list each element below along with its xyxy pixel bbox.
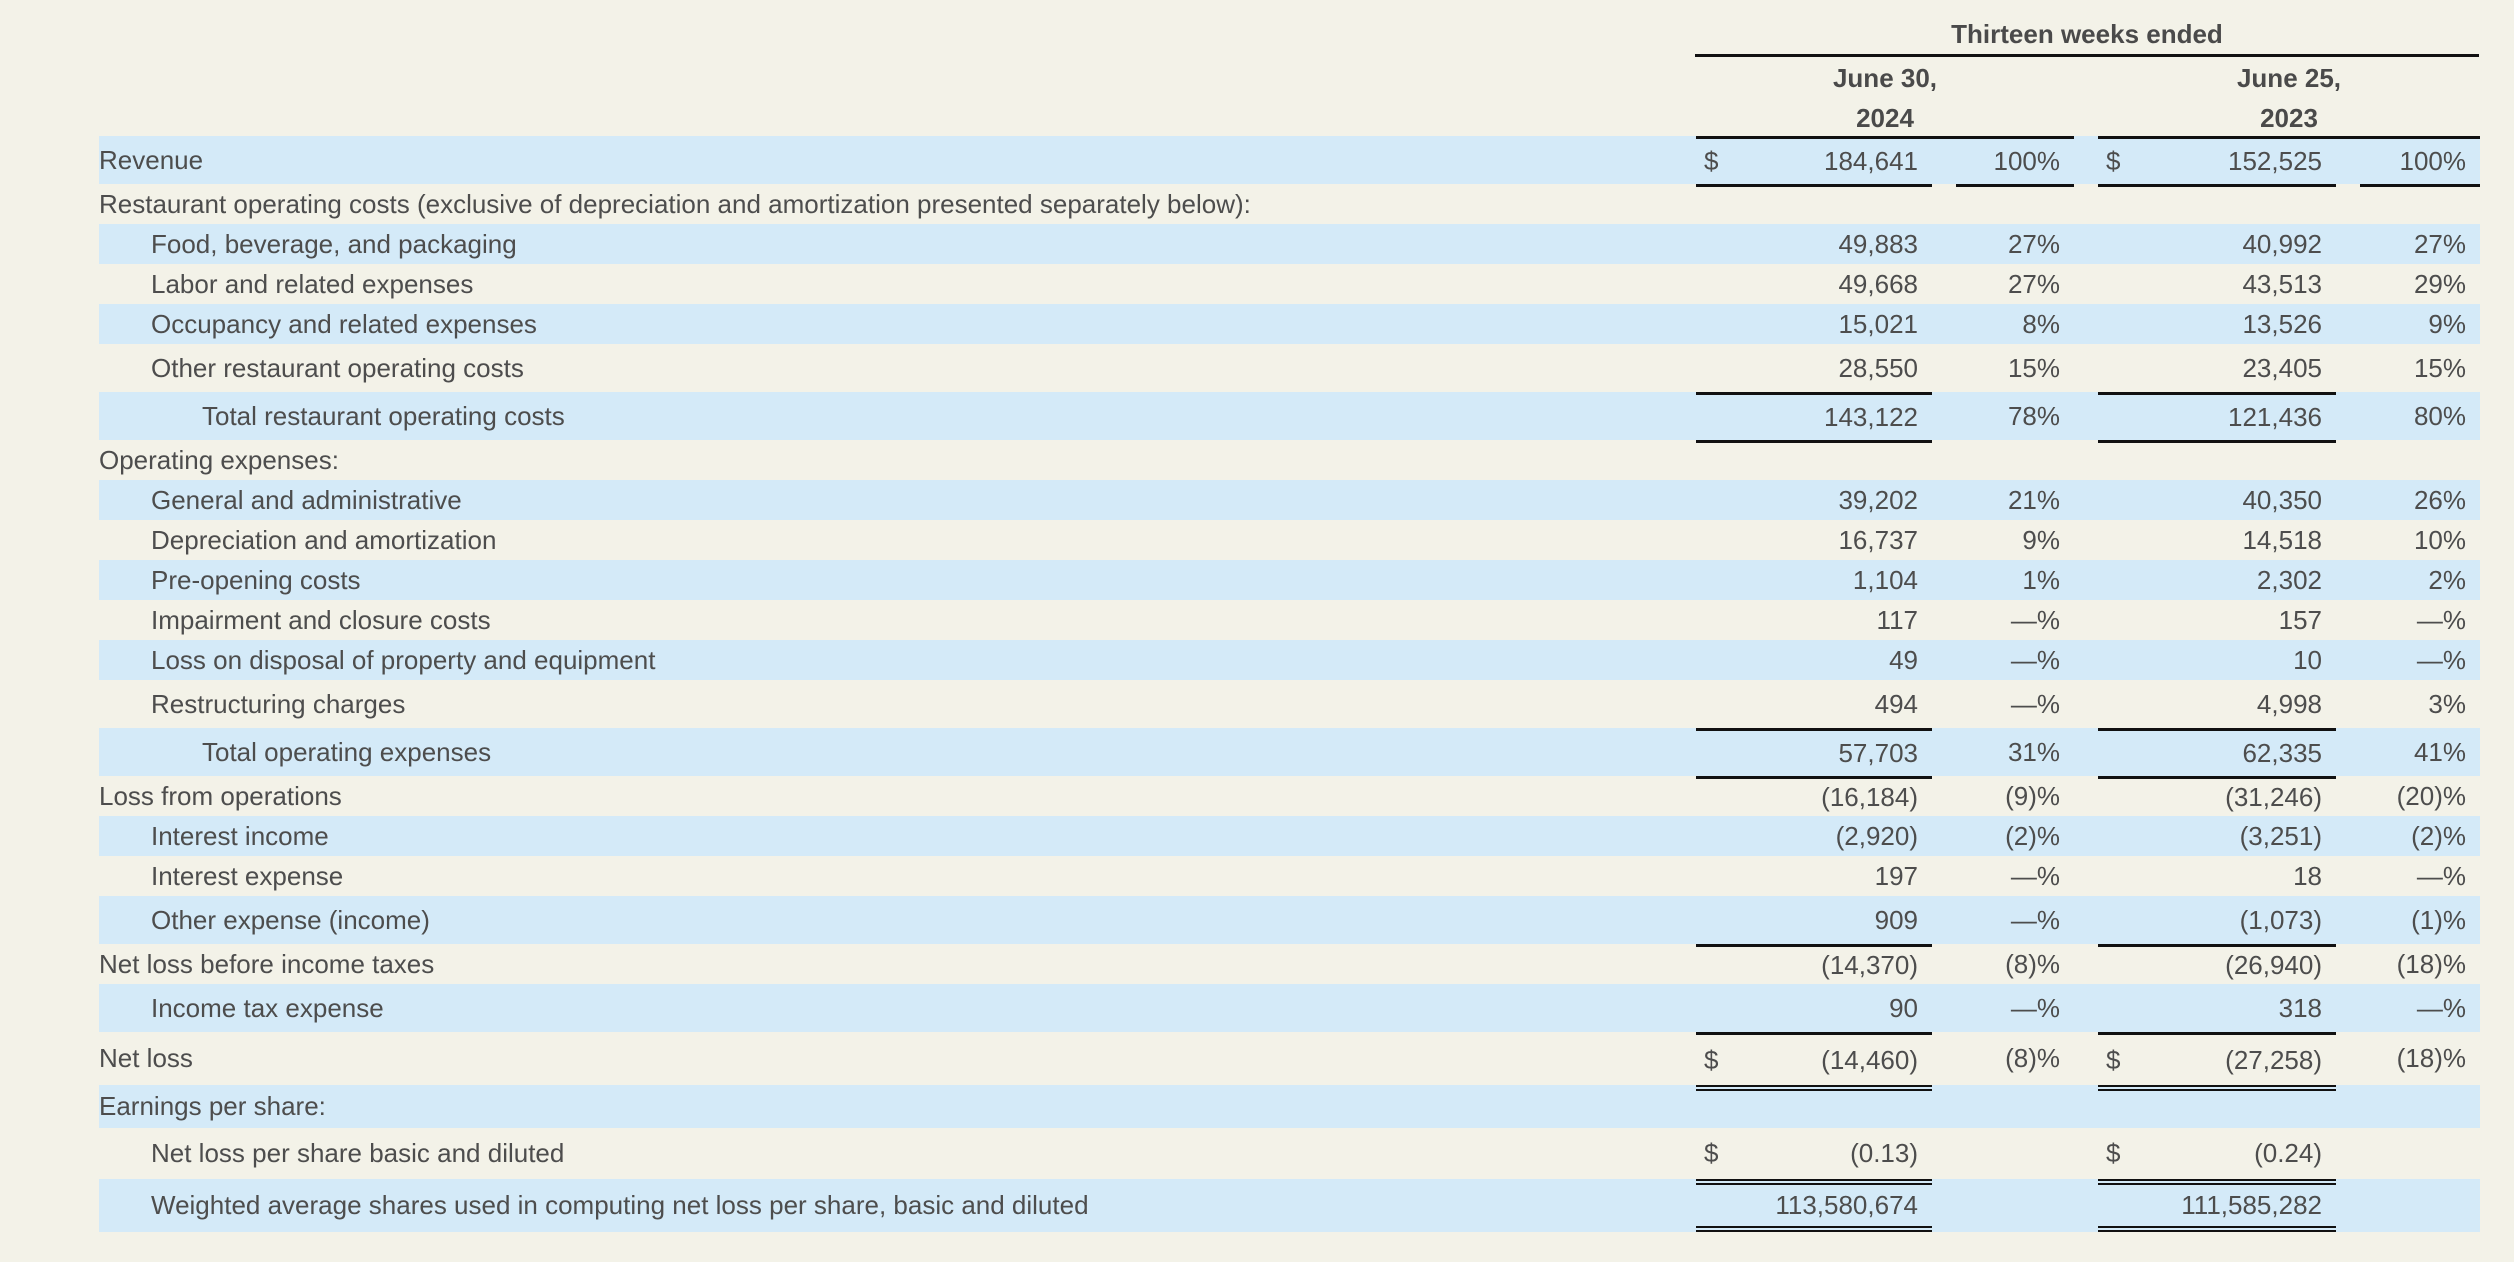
- column-gap: [2074, 816, 2098, 856]
- amount-value: 57,703: [1838, 738, 1918, 768]
- percent-cell: —%: [2010, 688, 2060, 719]
- percent-cell: —%: [2416, 860, 2466, 891]
- column-gap: [2336, 640, 2360, 680]
- column-gap: [2074, 944, 2098, 984]
- amount-cell: [1696, 344, 1932, 392]
- amount-cell: [2098, 816, 2336, 856]
- column-gap: [2336, 224, 2360, 264]
- column-gap: [2336, 440, 2360, 480]
- amount-value: 39,202: [1838, 484, 1918, 515]
- column-gap: [2074, 136, 2098, 184]
- table-row: [99, 600, 2480, 640]
- percent-cell: 27%: [2360, 224, 2480, 264]
- amount-cell: [1696, 264, 1932, 304]
- amount-value: 13,526: [2242, 308, 2322, 339]
- row-label: Weighted average shares used in computing net loss per share, basic and diluted: [99, 1179, 1696, 1232]
- percent-cell: 10%: [2413, 524, 2466, 555]
- amount-cell: [2098, 640, 2336, 680]
- amount-cell: [2098, 680, 2336, 728]
- column-gap: [2336, 264, 2360, 304]
- column-gap: [1932, 184, 1956, 224]
- column-header-date: June 30,: [1832, 63, 1938, 93]
- column-gap: [2074, 896, 2098, 944]
- column-gap: [1932, 856, 1956, 896]
- percent-cell: 27%: [1956, 224, 2074, 264]
- amount-value: 318: [2278, 992, 2322, 1023]
- currency-symbol: $: [2106, 146, 2121, 176]
- column-gap: [1932, 944, 1956, 984]
- income-statement-table: [99, 136, 2480, 1232]
- table-row: [99, 136, 2480, 184]
- column-gap: [2336, 520, 2360, 560]
- amount-cell: [2098, 1179, 2336, 1232]
- amount-value: 121,436: [2228, 402, 2322, 432]
- amount-value: 1,104: [1852, 564, 1918, 595]
- percent-cell: (9)%: [2005, 780, 2060, 811]
- percent-cell: [1956, 1179, 2074, 1232]
- column-gap: [1932, 680, 1956, 728]
- column-gap: [2336, 136, 2360, 184]
- percent-cell: 26%: [2360, 480, 2480, 520]
- column-gap: [2336, 344, 2360, 392]
- percent-cell: 15%: [2007, 352, 2060, 383]
- column-gap: [2074, 680, 2098, 728]
- amount-cell: [1696, 728, 1932, 776]
- column-gap: [2336, 680, 2360, 728]
- percent-cell: [1956, 1128, 2074, 1179]
- amount-value: 23,405: [2242, 352, 2322, 383]
- percent-cell: —%: [2360, 984, 2480, 1032]
- column-header-year: 2024: [1856, 103, 1914, 133]
- percent-cell: [2360, 440, 2480, 480]
- amount-cell: [2098, 984, 2336, 1032]
- table-row: [99, 896, 2480, 944]
- row-label: Depreciation and amortization: [151, 524, 497, 555]
- amount-cell: [1696, 136, 1932, 184]
- column-gap: [2074, 728, 2098, 776]
- percent-cell: (8)%: [2005, 1043, 2060, 1073]
- percent-cell: 78%: [1956, 392, 2074, 440]
- amount-cell: [1696, 1128, 1932, 1179]
- percent-cell: —%: [2010, 604, 2060, 635]
- amount-value: (26,940): [2225, 950, 2322, 980]
- column-gap: [2074, 776, 2098, 816]
- percent-cell: —%: [2360, 640, 2480, 680]
- percent-cell: 1%: [1956, 560, 2074, 600]
- amount-cell: [2098, 600, 2336, 640]
- amount-value: 113,580,674: [1775, 1190, 1918, 1220]
- amount-value: (2,920): [1835, 820, 1918, 851]
- amount-value: 15,021: [1838, 308, 1918, 339]
- period-header: Thirteen weeks ended: [1695, 14, 2479, 57]
- table-row: [99, 1032, 2480, 1085]
- column-gap: [1932, 344, 1956, 392]
- table-row: [99, 520, 2480, 560]
- column-gap: [2074, 264, 2098, 304]
- row-label: Loss from operations: [99, 780, 342, 811]
- column-gap: [1932, 984, 1956, 1032]
- percent-cell: 80%: [2360, 392, 2480, 440]
- amount-cell: [2098, 1085, 2336, 1128]
- amount-cell: [2098, 776, 2336, 816]
- amount-cell: [1696, 984, 1932, 1032]
- amount-cell: [1696, 440, 1932, 480]
- row-label: Revenue: [99, 136, 1696, 184]
- column-gap: [1932, 392, 1956, 440]
- column-gap: [1932, 816, 1956, 856]
- amount-value: 43,513: [2242, 268, 2322, 299]
- column-gap: [2336, 984, 2360, 1032]
- amount-value: 62,335: [2242, 738, 2322, 768]
- amount-cell: [2098, 520, 2336, 560]
- column-gap: [1932, 1032, 1956, 1085]
- amount-value: 152,525: [2228, 146, 2322, 176]
- amount-cell: [1696, 944, 1932, 984]
- percent-cell: [1956, 440, 2074, 480]
- column-gap: [1932, 1179, 1956, 1232]
- column-header-date: June 25,: [2236, 63, 2342, 93]
- currency-symbol: $: [1704, 1044, 1719, 1075]
- table-row: [99, 392, 2480, 440]
- table-row: [99, 856, 2480, 896]
- row-label: Interest income: [99, 816, 1696, 856]
- amount-value: 40,350: [2242, 484, 2322, 515]
- column-gap: [2074, 600, 2098, 640]
- row-label: Restructuring charges: [151, 688, 406, 719]
- row-label: Interest expense: [151, 860, 344, 891]
- column-gap: [1932, 136, 1956, 184]
- row-label: Earnings per share:: [99, 1085, 1696, 1128]
- percent-cell: —%: [1956, 984, 2074, 1032]
- amount-value: (16,184): [1821, 782, 1918, 812]
- column-gap: [2336, 1085, 2360, 1128]
- table-row: [99, 224, 2480, 264]
- column-gap: [2074, 480, 2098, 520]
- percent-cell: (1)%: [2360, 896, 2480, 944]
- column-gap: [2074, 184, 2098, 224]
- column-gap: [2336, 1032, 2360, 1085]
- column-gap: [2336, 600, 2360, 640]
- percent-cell: [2360, 1179, 2480, 1232]
- column-gap: [2336, 896, 2360, 944]
- column-gap: [2074, 560, 2098, 600]
- column-gap: [1932, 520, 1956, 560]
- percent-cell: [2360, 1128, 2480, 1179]
- amount-value: 157: [2278, 604, 2322, 635]
- amount-value: 90: [1889, 992, 1918, 1023]
- column-gap: [2074, 304, 2098, 344]
- amount-cell: [1696, 1085, 1932, 1128]
- amount-cell: [2098, 224, 2336, 264]
- amount-cell: [1696, 1179, 1932, 1232]
- row-label: Other expense (income): [99, 896, 1696, 944]
- column-gap: [2074, 1085, 2098, 1128]
- table-row: [99, 984, 2480, 1032]
- amount-value: 40,992: [2242, 228, 2322, 259]
- table-row: [99, 184, 2480, 224]
- amount-cell: [1696, 776, 1932, 816]
- table-row: [99, 480, 2480, 520]
- row-label: General and administrative: [99, 480, 1696, 520]
- table-row: [99, 640, 2480, 680]
- amount-value: 16,737: [1838, 524, 1918, 555]
- amount-cell: [1696, 304, 1932, 344]
- column-gap: [1932, 896, 1956, 944]
- percent-cell: 8%: [1956, 304, 2074, 344]
- column-gap: [1932, 304, 1956, 344]
- row-label: Labor and related expenses: [151, 268, 474, 299]
- currency-symbol: $: [2106, 1138, 2121, 1168]
- column-gap: [2336, 728, 2360, 776]
- percent-cell: 27%: [2007, 268, 2060, 299]
- percent-cell: —%: [1956, 896, 2074, 944]
- column-gap: [2074, 392, 2098, 440]
- amount-cell: [1696, 640, 1932, 680]
- percent-cell: (2)%: [2360, 816, 2480, 856]
- percent-cell: 15%: [2413, 352, 2466, 383]
- row-label: Income tax expense: [99, 984, 1696, 1032]
- amount-value: 4,998: [2256, 688, 2322, 719]
- amount-value: 49,668: [1838, 268, 1918, 299]
- percent-cell: 3%: [2428, 688, 2466, 719]
- amount-cell: [1696, 896, 1932, 944]
- amount-cell: [2098, 440, 2336, 480]
- table-row: [99, 440, 2480, 480]
- column-header-2024: [1695, 58, 2075, 138]
- row-label: Other restaurant operating costs: [151, 352, 524, 383]
- table-row: [99, 728, 2480, 776]
- amount-cell: [2098, 304, 2336, 344]
- amount-value: (14,370): [1821, 950, 1918, 980]
- percent-cell: 21%: [1956, 480, 2074, 520]
- column-gap: [1932, 600, 1956, 640]
- row-label: Food, beverage, and packaging: [99, 224, 1696, 264]
- percent-cell: 9%: [2360, 304, 2480, 344]
- column-gap: [2074, 1032, 2098, 1085]
- amount-value: 184,641: [1824, 146, 1918, 176]
- amount-cell: [1696, 224, 1932, 264]
- column-gap: [1932, 776, 1956, 816]
- amount-cell: [1696, 520, 1932, 560]
- percent-cell: [1956, 1085, 2074, 1128]
- column-header-year: 2023: [2260, 103, 2318, 133]
- amount-value: (14,460): [1821, 1044, 1918, 1075]
- amount-cell: [2098, 856, 2336, 896]
- amount-cell: [1696, 480, 1932, 520]
- column-gap: [1932, 728, 1956, 776]
- percent-cell: (2)%: [1956, 816, 2074, 856]
- row-label: Restaurant operating costs (exclusive of depreciation and amortization presented separately below):: [99, 188, 1251, 219]
- column-gap: [2074, 440, 2098, 480]
- amount-cell: [1696, 856, 1932, 896]
- amount-value: 2,302: [2256, 564, 2322, 595]
- row-label: Net loss before income taxes: [99, 948, 435, 979]
- column-gap: [1932, 1128, 1956, 1179]
- column-header-2023: [2099, 58, 2479, 138]
- table-row: [99, 944, 2480, 984]
- row-label: Loss on disposal of property and equipment: [99, 640, 1696, 680]
- amount-value: 10: [2293, 644, 2322, 675]
- percent-cell: 2%: [2360, 560, 2480, 600]
- amount-cell: [2098, 480, 2336, 520]
- amount-value: 111,585,282: [2181, 1190, 2322, 1220]
- row-label: Total restaurant operating costs: [99, 392, 1696, 440]
- percent-cell: [2360, 1085, 2480, 1128]
- column-gap: [2074, 520, 2098, 560]
- column-gap: [2336, 1128, 2360, 1179]
- amount-value: 197: [1874, 860, 1918, 891]
- percent-cell: [2360, 184, 2480, 224]
- column-gap: [2074, 984, 2098, 1032]
- percent-cell: (8)%: [2005, 948, 2060, 979]
- amount-value: 494: [1874, 688, 1918, 719]
- amount-value: (1,073): [2239, 904, 2322, 935]
- table-row: [99, 680, 2480, 728]
- percent-cell: —%: [2416, 604, 2466, 635]
- percent-cell: 31%: [1956, 728, 2074, 776]
- table-row: [99, 816, 2480, 856]
- percent-cell: —%: [1956, 640, 2074, 680]
- amount-cell: [1696, 600, 1932, 640]
- column-gap: [2336, 944, 2360, 984]
- amount-value: 18: [2293, 860, 2322, 891]
- column-gap: [2336, 392, 2360, 440]
- amount-value: 28,550: [1838, 352, 1918, 383]
- column-gap: [2074, 640, 2098, 680]
- column-gap: [1932, 1085, 1956, 1128]
- column-gap: [1932, 480, 1956, 520]
- currency-symbol: $: [1704, 1138, 1719, 1168]
- column-gap: [2336, 184, 2360, 224]
- row-label: Pre-opening costs: [99, 560, 1696, 600]
- amount-value: (0.13): [1850, 1138, 1918, 1168]
- percent-cell: [1956, 184, 2074, 224]
- amount-value: 143,122: [1824, 402, 1918, 432]
- percent-cell: (18)%: [2396, 1043, 2466, 1073]
- amount-cell: [1696, 816, 1932, 856]
- amount-cell: [1696, 680, 1932, 728]
- amount-cell: [1696, 560, 1932, 600]
- amount-value: 49,883: [1838, 228, 1918, 259]
- column-gap: [1932, 440, 1956, 480]
- amount-value: 14,518: [2242, 524, 2322, 555]
- amount-cell: [2098, 560, 2336, 600]
- table-row: [99, 776, 2480, 816]
- column-gap: [1932, 640, 1956, 680]
- amount-value: (31,246): [2225, 782, 2322, 812]
- amount-cell: [2098, 344, 2336, 392]
- table-row: [99, 264, 2480, 304]
- column-gap: [2336, 816, 2360, 856]
- amount-cell: [1696, 1032, 1932, 1085]
- currency-symbol: $: [2106, 1044, 2121, 1075]
- amount-value: (27,258): [2225, 1044, 2322, 1075]
- column-gap: [2074, 1179, 2098, 1232]
- percent-cell: 100%: [2360, 136, 2480, 184]
- amount-cell: [2098, 264, 2336, 304]
- table-row: [99, 1128, 2480, 1179]
- column-gap: [2336, 560, 2360, 600]
- column-gap: [1932, 264, 1956, 304]
- table-row: [99, 560, 2480, 600]
- row-label: Net loss per share basic and diluted: [151, 1138, 565, 1168]
- percent-cell: 100%: [1956, 136, 2074, 184]
- percent-cell: (20)%: [2396, 780, 2466, 811]
- column-gap: [1932, 560, 1956, 600]
- amount-cell: [2098, 728, 2336, 776]
- amount-value: 49: [1889, 644, 1918, 675]
- table-row: [99, 1085, 2480, 1128]
- amount-cell: [1696, 392, 1932, 440]
- column-gap: [2074, 1128, 2098, 1179]
- column-gap: [2074, 344, 2098, 392]
- amount-cell: [2098, 896, 2336, 944]
- percent-cell: 9%: [2022, 524, 2060, 555]
- column-gap: [2336, 776, 2360, 816]
- amount-cell: [2098, 392, 2336, 440]
- column-gap: [2336, 480, 2360, 520]
- amount-cell: [2098, 944, 2336, 984]
- amount-value: 117: [1876, 604, 1918, 635]
- percent-cell: 41%: [2360, 728, 2480, 776]
- row-label: Total operating expenses: [99, 728, 1696, 776]
- amount-cell: [2098, 1032, 2336, 1085]
- column-gap: [2074, 224, 2098, 264]
- table-row: [99, 1179, 2480, 1232]
- row-label: Occupancy and related expenses: [99, 304, 1696, 344]
- currency-symbol: $: [1704, 146, 1719, 176]
- row-label: Net loss: [99, 1043, 193, 1073]
- amount-cell: [2098, 1128, 2336, 1179]
- row-label: Operating expenses:: [99, 444, 339, 475]
- amount-cell: [2098, 184, 2336, 224]
- table-row: [99, 304, 2480, 344]
- percent-cell: —%: [2010, 860, 2060, 891]
- amount-value: 909: [1874, 904, 1918, 935]
- amount-value: (0.24): [2254, 1138, 2322, 1168]
- column-gap: [1932, 224, 1956, 264]
- column-gap: [2336, 304, 2360, 344]
- column-gap: [2336, 1179, 2360, 1232]
- row-label: Impairment and closure costs: [151, 604, 491, 635]
- percent-cell: 29%: [2413, 268, 2466, 299]
- column-gap: [2074, 856, 2098, 896]
- amount-cell: [1696, 184, 1932, 224]
- amount-cell: [2098, 136, 2336, 184]
- column-gap: [2336, 856, 2360, 896]
- percent-cell: (18)%: [2396, 948, 2466, 979]
- table-row: [99, 344, 2480, 392]
- amount-value: (3,251): [2239, 820, 2322, 851]
